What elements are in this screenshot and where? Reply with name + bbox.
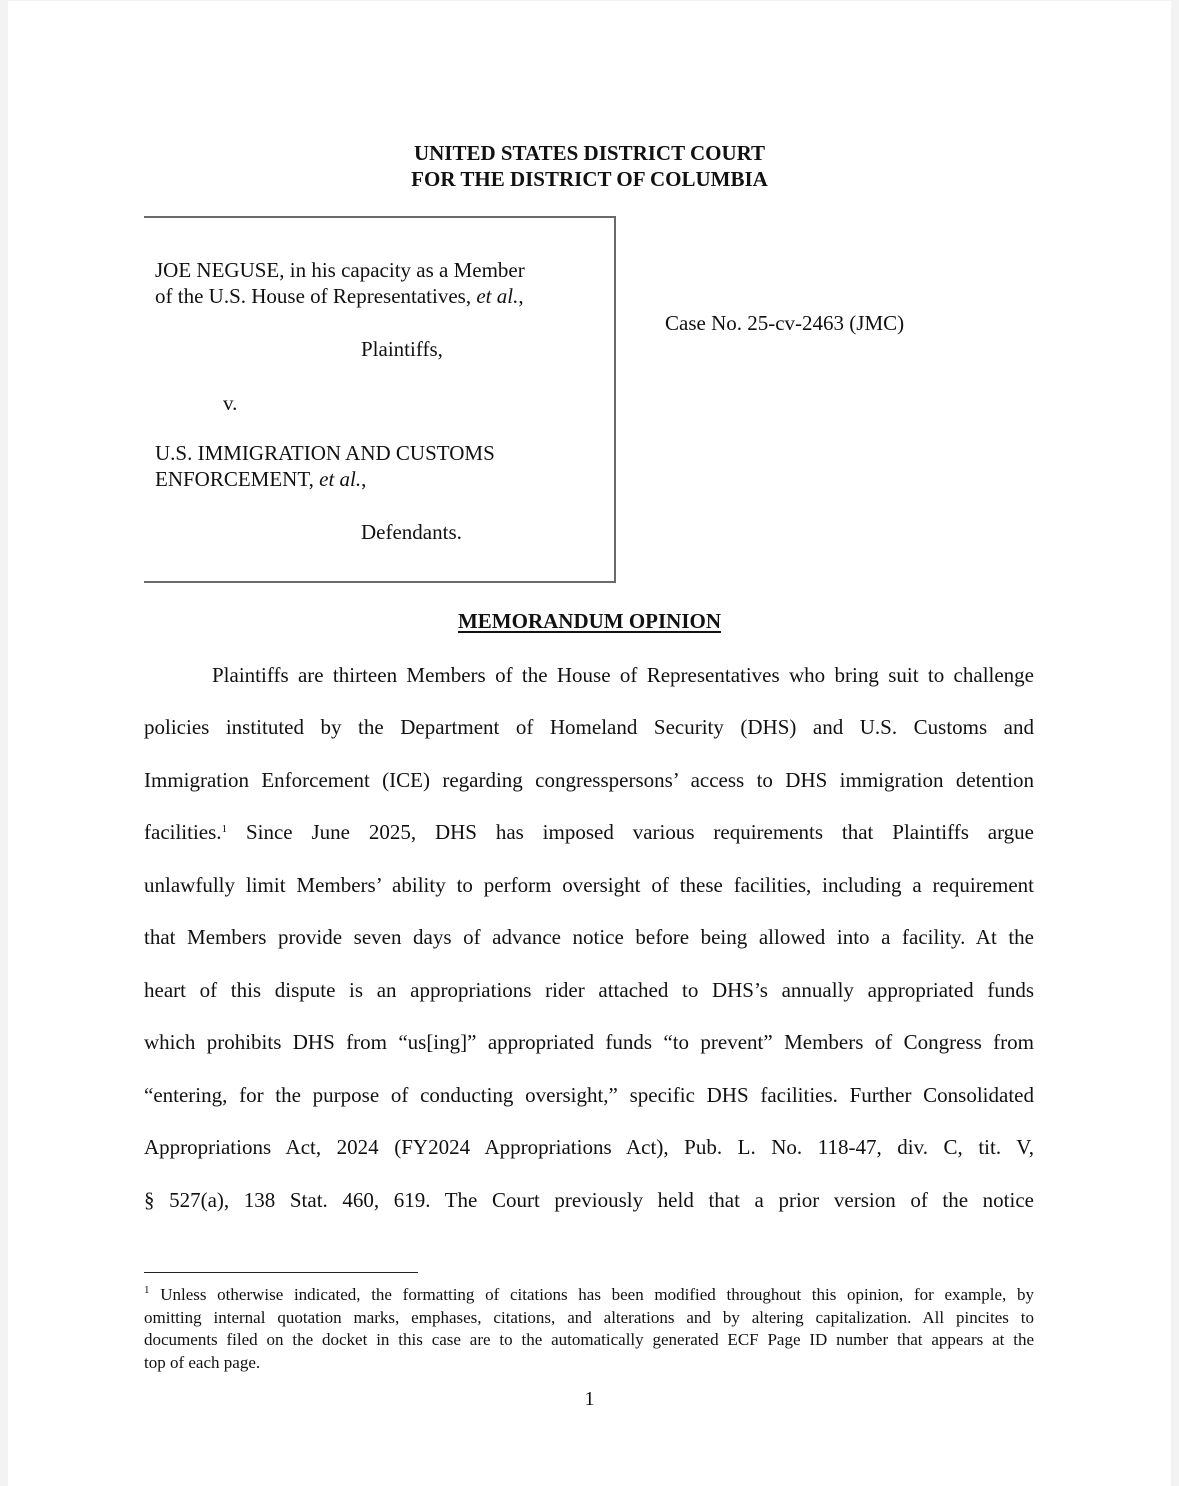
defendant-line1: U.S. IMMIGRATION AND CUSTOMS — [155, 441, 495, 465]
body-line: policies instituted by the Department of Homeland Security (DHS) and U.S. Customs and — [144, 715, 1034, 739]
page-number: 1 — [584, 1388, 595, 1410]
body-line: Immigration Enforcement (ICE) regarding congresspersons’ access to DHS immigration detention — [144, 768, 1034, 792]
footnote-line: omitting internal quotation marks, emphases, citations, and alterations and by altering capitalization. All pincites to — [144, 1307, 1034, 1327]
versus-label: v. — [223, 391, 238, 415]
footnote-line: documents filed on the docket in this case are to the automatically generated ECF Page ID number that appears at the — [144, 1330, 1034, 1349]
plaintiffs-label: Plaintiffs, — [361, 337, 443, 361]
plaintiff-line2-text: of the U.S. House of Representatives, — [155, 284, 477, 308]
case-number: Case No. 25-cv-2463 (JMC) — [665, 311, 905, 335]
body-line: unlawfully limit Members’ ability to perform oversight of these facilities, including a requirement — [144, 873, 1034, 897]
body-line: that Members provide seven days of advance notice before being allowed into a facility. At the — [144, 925, 1034, 949]
plaintiff-line2-suffix: , — [518, 284, 524, 308]
body-line: Plaintiffs are thirteen Members of the House of Representatives who bring suit to challenge — [212, 663, 1034, 687]
body-line: heart of this dispute is an appropriations rider attached to DHS’s annually appropriated funds — [144, 978, 1034, 1002]
footnote-reference[interactable]: 1 — [221, 823, 228, 835]
body-line: which prohibits DHS from “us[ing]” appropriated funds “to prevent” Members of Congress from — [144, 1030, 1034, 1054]
footnote-line — [144, 1284, 1034, 1307]
defendants-label: Defendants. — [361, 520, 462, 544]
body-text: facilities. — [144, 820, 222, 844]
et-al-italic: et al. — [319, 467, 362, 491]
footnote — [144, 1284, 1034, 1374]
plaintiff-line1: JOE NEGUSE, in his capacity as a Member — [155, 258, 525, 282]
body-text: Since June 2025, DHS has imposed various requirements that Plaintiffs argue — [245, 820, 1035, 844]
footnote-marker: 1 — [144, 1284, 150, 1296]
title-text: MEMORANDUM OPINION — [457, 609, 722, 633]
footnote-line: top of each page. — [144, 1352, 261, 1372]
body-line: “entering, for the purpose of conducting oversight,” specific DHS facilities. Further Consolidated — [144, 1083, 1034, 1107]
court-name-line2: FOR THE DISTRICT OF COLUMBIA — [411, 167, 768, 191]
body-line — [144, 819, 1034, 845]
body-line: Appropriations Act, 2024 (FY2024 Appropriations Act), Pub. L. No. 118-47, div. C, tit. V, — [144, 1135, 1034, 1159]
defendant-line2-suffix: , — [361, 467, 367, 491]
plaintiff-line2 — [155, 283, 524, 309]
body-line: § 527(a), 138 Stat. 460, 619. The Court previously held that a prior version of the notice — [144, 1188, 1034, 1212]
document-title — [0, 609, 1179, 634]
et-al-italic: et al. — [476, 284, 519, 308]
court-name-line1: UNITED STATES DISTRICT COURT — [413, 141, 766, 165]
defendant-line2-text: ENFORCEMENT, — [155, 467, 320, 491]
footnote-text: Unless otherwise indicated, the formatting of citations has been modified throughout this opinion, for example, by — [160, 1285, 1034, 1304]
footnote-separator — [144, 1272, 418, 1273]
defendant-line2 — [155, 466, 366, 492]
